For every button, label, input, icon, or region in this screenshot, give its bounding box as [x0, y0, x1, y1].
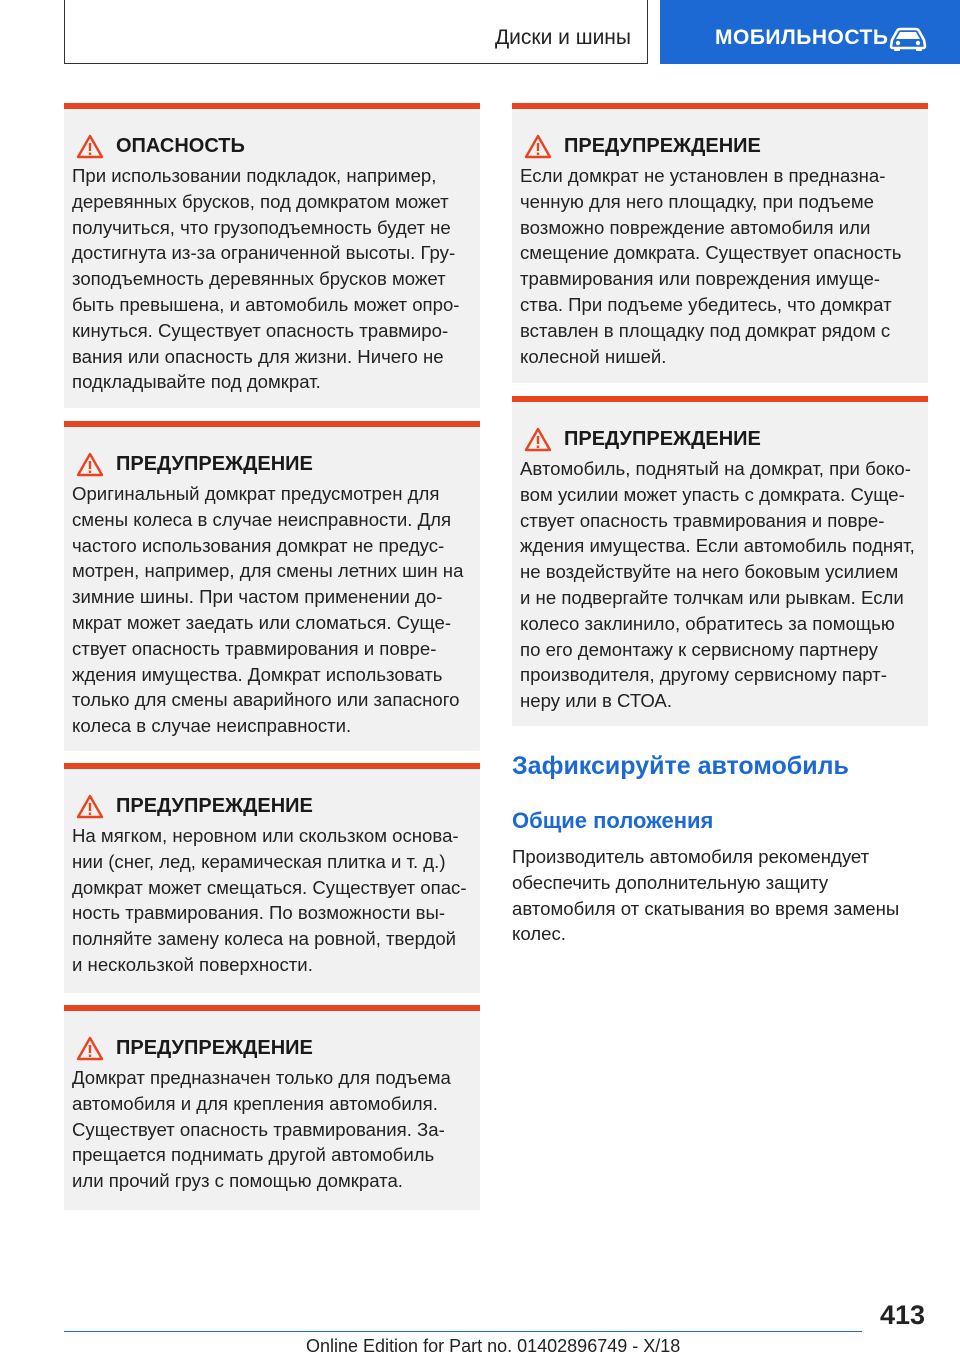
warning-title: ПРЕДУПРЕЖДЕНИЕ: [564, 135, 761, 157]
warning-text: [520, 163, 920, 369]
warning-box-ground: [64, 763, 480, 993]
warning-line: При использовании подкладок, например,: [72, 165, 437, 186]
warning-line: достигнута из-за ограниченной высоты. Гру-: [72, 242, 456, 264]
chapter-tab[interactable]: [660, 0, 960, 64]
warning-box-lifting-only: [64, 1005, 480, 1210]
warning-triangle-icon: [76, 134, 104, 159]
warning-line: колесной нишей.: [520, 345, 667, 367]
warning-line: колеса в случае неисправности.: [72, 715, 352, 737]
warning-line: смещение домкрата. Существует опасность: [520, 242, 902, 264]
warning-line: ства. При подъеме убедитесь, что домкрат: [520, 293, 892, 315]
warning-line: подкладывайте под домкрат.: [72, 371, 321, 393]
warning-line: На мягком, неровном или скользком основа-: [72, 825, 459, 846]
warning-line: ждения имущества. Домкрат использовать: [72, 663, 443, 685]
page-number: 413: [880, 1300, 926, 1330]
warning-line: Если домкрат не установлен в предназна-: [520, 165, 886, 186]
warning-triangle-icon: [524, 427, 552, 452]
warning-line: полняйте замену колеса на ровной, твердой: [72, 928, 457, 950]
warning-title: ПРЕДУПРЕЖДЕНИЕ: [564, 428, 761, 450]
paragraph-line: обеспечить дополнительную защиту: [512, 871, 829, 893]
warning-line: зоподъемность деревянных брусков может: [72, 268, 446, 290]
warning-line: или прочий груз с помощью домкрата.: [72, 1170, 403, 1192]
warning-line: зимние шины. При частом применении до-: [72, 586, 443, 608]
section-title: Диски и шины: [494, 26, 631, 49]
section-subheading: Общие положения: [512, 808, 714, 833]
warning-title: ПРЕДУПРЕЖДЕНИЕ: [116, 453, 313, 475]
warning-line: ждения имущества. Если автомобиль поднят,: [520, 535, 915, 557]
warning-line: нии (снег, лед, керамическая плитка и т. д.): [72, 850, 446, 872]
warning-triangle-icon: [524, 134, 552, 159]
chapter-tab-label: МОБИЛЬНОСТЬ: [715, 26, 889, 49]
warning-line: деревянных брусков, под домкратом может: [72, 190, 449, 212]
warning-line: не воздействуйте на него боковым усилием: [520, 561, 899, 583]
section-paragraph: [512, 844, 899, 947]
warning-box-danger: [64, 103, 480, 408]
warning-line: и не подвергайте толчкам или рывкам. Если: [520, 586, 904, 608]
warning-title: ПРЕДУПРЕЖДЕНИЕ: [116, 1037, 313, 1059]
warning-line: и нескользкой поверхности.: [72, 953, 313, 975]
warning-line: вставлен в площадку под домкрат рядом с: [520, 319, 891, 341]
warning-line: производителя, другому сервисному парт-: [520, 664, 887, 686]
footer-divider: [64, 1331, 862, 1332]
warning-line: ствует опасность травмирования и повре-: [72, 637, 437, 659]
warning-text: [72, 163, 472, 395]
warning-text: [520, 456, 920, 714]
warning-line: кинуться. Существует опасность травмиро-: [72, 319, 449, 341]
warning-line: вом усилии может упасть с домкрата. Суще-: [520, 483, 905, 505]
paragraph-line: Производитель автомобиля рекомендует: [512, 846, 870, 867]
warning-line: Оригинальный домкрат предусмотрен для: [72, 483, 440, 504]
paragraph-line: колес.: [512, 923, 566, 945]
warning-line: домкрат может смещаться. Существует опас-: [72, 876, 467, 898]
warning-line: Домкрат предназначен только для подъема: [72, 1067, 451, 1088]
warning-line: неру или в СТОА.: [520, 690, 672, 712]
footer-edition: Online Edition for Part no. 01402896749 - X/18: [306, 1336, 681, 1356]
warning-text: [72, 1065, 472, 1194]
warning-box-side-force: [512, 396, 928, 726]
warning-line: частого использования домкрат не предус-: [72, 534, 445, 556]
warning-title: ПРЕДУПРЕЖДЕНИЕ: [116, 795, 313, 817]
section-heading: Зафиксируйте автомобиль: [512, 752, 849, 780]
car-icon: [888, 26, 928, 57]
warning-line: прещается поднимать другой автомобиль: [72, 1144, 435, 1166]
paragraph-line: автомобиля от скатывания во время замены: [512, 897, 900, 919]
warning-line: автомобиля и для крепления автомобиля.: [72, 1092, 438, 1114]
warning-line: быть превышена, и автомобиль может опро-: [72, 293, 460, 315]
warning-line: смены колеса в случае неисправности. Для: [72, 508, 452, 530]
warning-triangle-icon: [76, 452, 104, 477]
warning-line: получиться, что грузоподъемность будет не: [72, 216, 451, 238]
warning-line: колесо заклинило, обратитесь за помощью: [520, 612, 895, 634]
warning-box-jack-purpose: [64, 421, 480, 751]
warning-box-jack-point: [512, 103, 928, 383]
warning-text: [72, 823, 472, 978]
warning-line: Существует опасность травмирования. За-: [72, 1118, 445, 1140]
warning-line: ствует опасность травмирования и повре-: [520, 509, 885, 531]
warning-line: ченную для него площадку, при подъеме: [520, 190, 874, 212]
warning-text: [72, 481, 472, 739]
warning-triangle-icon: [76, 1036, 104, 1061]
warning-line: возможно повреждение автомобиля или: [520, 216, 871, 238]
warning-line: травмирования или повреждения имуще-: [520, 268, 880, 290]
header-section-box: [64, 0, 648, 64]
warning-line: мкрат может заедать или сломаться. Суще-: [72, 611, 452, 633]
warning-line: мотрен, например, для смены летних шин на: [72, 560, 464, 582]
warning-line: вания или опасность для жизни. Ничего не: [72, 345, 444, 367]
warning-triangle-icon: [76, 794, 104, 819]
warning-line: только для смены аварийного или запасного: [72, 689, 460, 711]
warning-line: Автомобиль, поднятый на домкрат, при боко-: [520, 458, 911, 479]
warning-title: ОПАСНОСТЬ: [116, 135, 245, 157]
warning-line: ность травмирования. По возможности вы-: [72, 902, 446, 924]
warning-line: по его демонтажу к сервисному партнеру: [520, 638, 878, 660]
